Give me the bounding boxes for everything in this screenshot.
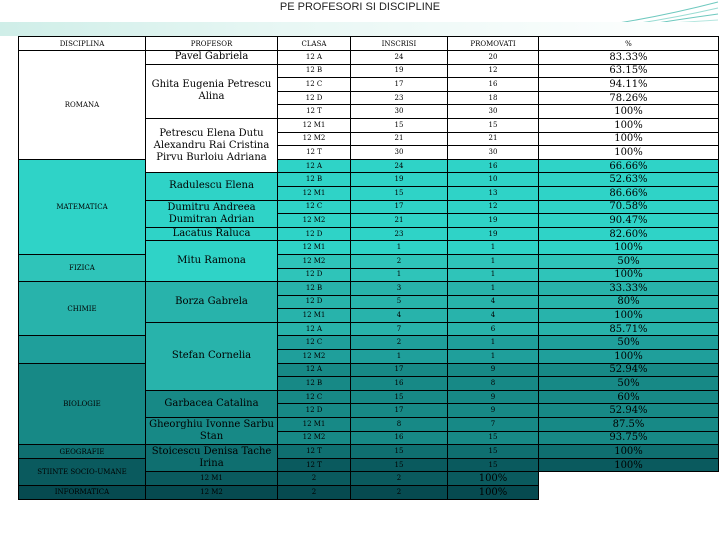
- class-cell: 12 A: [278, 322, 351, 336]
- header-stripe: [0, 22, 720, 36]
- professor-cell: Stefan Cornelia: [146, 322, 278, 390]
- enrolled-cell: 30: [351, 146, 448, 160]
- class-cell: 12 M2: [146, 486, 278, 500]
- passed-cell: 30: [448, 105, 539, 119]
- header-clasa: CLASA: [278, 37, 351, 51]
- class-cell: 12 M2: [278, 431, 351, 445]
- passed-cell: 20: [448, 51, 539, 65]
- percent-cell: 33.33%: [539, 282, 719, 296]
- header-inscrisi: INSCRISI: [351, 37, 448, 51]
- enrolled-cell: 3: [351, 282, 448, 296]
- table-row: [19, 445, 719, 459]
- header-promovati: PROMOVATI: [448, 37, 539, 51]
- class-cell: 12 M1: [278, 118, 351, 132]
- passed-cell: 9: [448, 390, 539, 404]
- class-cell: 12 B: [278, 377, 351, 391]
- enrolled-cell: 17: [351, 200, 448, 214]
- passed-cell: 6: [448, 322, 539, 336]
- percent-cell: 82.60%: [539, 227, 719, 241]
- professor-cell: Mitu Ramona: [146, 241, 278, 282]
- enrolled-cell: 15: [351, 445, 448, 459]
- class-cell: 12 M2: [278, 350, 351, 364]
- percent-cell: 83.33%: [539, 51, 719, 65]
- percent-cell: 50%: [539, 377, 719, 391]
- percent-cell: 52.63%: [539, 173, 719, 187]
- percent-cell: 100%: [539, 132, 719, 146]
- passed-cell: 7: [448, 418, 539, 432]
- table-row: [19, 363, 719, 377]
- class-cell: 12 M1: [278, 241, 351, 255]
- class-cell: 12 D: [278, 404, 351, 418]
- discipline-cell: CHIMIE: [19, 282, 146, 336]
- percent-cell: 52.94%: [539, 404, 719, 418]
- passed-cell: 1: [448, 350, 539, 364]
- passed-cell: 16: [448, 159, 539, 173]
- discipline-cell: [19, 336, 146, 363]
- percent-cell: 100%: [539, 105, 719, 119]
- table-body: [19, 51, 719, 500]
- enrolled-cell: 19: [351, 173, 448, 187]
- discipline-cell: BIOLOGIE: [19, 363, 146, 445]
- professor-cell: Pavel Gabriela: [146, 51, 278, 65]
- passed-cell: 12: [448, 64, 539, 78]
- class-cell: 12 A: [278, 159, 351, 173]
- header-percent: %: [539, 37, 719, 51]
- passed-cell: 1: [448, 336, 539, 350]
- percent-cell: 100%: [539, 241, 719, 255]
- header-disciplina: DISCIPLINA: [19, 37, 146, 51]
- table-row: [19, 336, 719, 350]
- enrolled-cell: 4: [351, 309, 448, 323]
- percent-cell: 100%: [539, 445, 719, 459]
- passed-cell: 1: [448, 268, 539, 282]
- enrolled-cell: 5: [351, 295, 448, 309]
- percent-cell: 90.47%: [539, 214, 719, 228]
- class-cell: 12 M1: [278, 186, 351, 200]
- class-cell: 12 T: [278, 458, 351, 472]
- results-table: [18, 36, 719, 500]
- passed-cell: 19: [448, 227, 539, 241]
- percent-cell: 50%: [539, 336, 719, 350]
- discipline-cell: ROMANA: [19, 51, 146, 160]
- discipline-cell: GEOGRAFIE: [19, 445, 146, 459]
- professor-cell: Borza Gabrela: [146, 282, 278, 323]
- percent-cell: 100%: [448, 472, 539, 486]
- percent-cell: 94.11%: [539, 78, 719, 92]
- enrolled-cell: 23: [351, 227, 448, 241]
- class-cell: 12 C: [278, 200, 351, 214]
- passed-cell: 4: [448, 309, 539, 323]
- class-cell: 12 A: [278, 363, 351, 377]
- enrolled-cell: 15: [351, 390, 448, 404]
- professor-cell: Stoicescu Denisa Tache Irina: [146, 445, 278, 472]
- percent-cell: 85.71%: [539, 322, 719, 336]
- percent-cell: 87.5%: [539, 418, 719, 432]
- passed-cell: 15: [448, 431, 539, 445]
- enrolled-cell: 2: [278, 472, 351, 486]
- class-cell: 12 M1: [146, 472, 278, 486]
- header-profesor: PROFESOR: [146, 37, 278, 51]
- page-title: PE PROFESORI SI DISCIPLINE: [279, 1, 441, 13]
- professor-cell: Gheorghiu Ivonne Sarbu Stan: [146, 418, 278, 445]
- passed-cell: 15: [448, 445, 539, 459]
- enrolled-cell: 24: [351, 159, 448, 173]
- header-row: [19, 37, 719, 51]
- passed-cell: 18: [448, 91, 539, 105]
- enrolled-cell: 15: [351, 118, 448, 132]
- enrolled-cell: 21: [351, 214, 448, 228]
- discipline-cell: STIINTE SOCIO-UMANE: [19, 458, 146, 485]
- professor-cell: Garbacea Catalina: [146, 390, 278, 417]
- class-cell: 12 C: [278, 336, 351, 350]
- class-cell: 12 M2: [278, 132, 351, 146]
- enrolled-cell: 2: [351, 336, 448, 350]
- percent-cell: 100%: [539, 118, 719, 132]
- class-cell: 12 B: [278, 173, 351, 187]
- class-cell: 12 C: [278, 78, 351, 92]
- percent-cell: 100%: [539, 268, 719, 282]
- class-cell: 12 T: [278, 105, 351, 119]
- discipline-cell: INFORMATICA: [19, 486, 146, 500]
- table-row: [19, 282, 719, 296]
- class-cell: 12 M2: [278, 214, 351, 228]
- enrolled-cell: 24: [351, 51, 448, 65]
- passed-cell: 1: [448, 254, 539, 268]
- percent-cell: 100%: [539, 458, 719, 472]
- passed-cell: 15: [448, 118, 539, 132]
- percent-cell: 100%: [539, 309, 719, 323]
- enrolled-cell: 17: [351, 78, 448, 92]
- enrolled-cell: 2: [351, 254, 448, 268]
- enrolled-cell: 21: [351, 132, 448, 146]
- class-cell: 12 A: [278, 51, 351, 65]
- class-cell: 12 D: [278, 295, 351, 309]
- class-cell: 12 M1: [278, 418, 351, 432]
- class-cell: 12 M1: [278, 309, 351, 323]
- percent-cell: 80%: [539, 295, 719, 309]
- discipline-cell: FIZICA: [19, 254, 146, 281]
- enrolled-cell: 2: [278, 486, 351, 500]
- passed-cell: 30: [448, 146, 539, 160]
- percent-cell: 78.26%: [539, 91, 719, 105]
- enrolled-cell: 30: [351, 105, 448, 119]
- enrolled-cell: 17: [351, 363, 448, 377]
- percent-cell: 66.66%: [539, 159, 719, 173]
- class-cell: 12 T: [278, 146, 351, 160]
- percent-cell: 100%: [539, 350, 719, 364]
- percent-cell: 86.66%: [539, 186, 719, 200]
- class-cell: 12 B: [278, 282, 351, 296]
- passed-cell: 13: [448, 186, 539, 200]
- class-cell: 12 D: [278, 227, 351, 241]
- professor-cell: Petrescu Elena Dutu Alexandru Rai Cristina Pirvu Burloiu Adriana: [146, 118, 278, 172]
- professor-cell: Ghita Eugenia Petrescu Alina: [146, 64, 278, 118]
- table-row: [19, 51, 719, 65]
- passed-cell: 1: [448, 241, 539, 255]
- percent-cell: 50%: [539, 254, 719, 268]
- discipline-cell: MATEMATICA: [19, 159, 146, 254]
- passed-cell: 4: [448, 295, 539, 309]
- enrolled-cell: 17: [351, 404, 448, 418]
- passed-cell: 2: [351, 472, 448, 486]
- enrolled-cell: 15: [351, 458, 448, 472]
- percent-cell: 100%: [448, 486, 539, 500]
- class-cell: 12 T: [278, 445, 351, 459]
- percent-cell: 70.58%: [539, 200, 719, 214]
- enrolled-cell: 19: [351, 64, 448, 78]
- table-row: [19, 458, 719, 472]
- class-cell: 12 D: [278, 268, 351, 282]
- professor-cell: Radulescu Elena: [146, 173, 278, 200]
- table-row: [19, 159, 719, 173]
- passed-cell: 12: [448, 200, 539, 214]
- percent-cell: 63.15%: [539, 64, 719, 78]
- passed-cell: 1: [448, 282, 539, 296]
- passed-cell: 9: [448, 363, 539, 377]
- passed-cell: 16: [448, 78, 539, 92]
- enrolled-cell: 8: [351, 418, 448, 432]
- table-row: [19, 486, 719, 500]
- enrolled-cell: 15: [351, 186, 448, 200]
- professor-cell: Lacatus Raluca: [146, 227, 278, 241]
- percent-cell: 93.75%: [539, 431, 719, 445]
- professor-cell: Dumitru Andreea Dumitran Adrian: [146, 200, 278, 227]
- passed-cell: 8: [448, 377, 539, 391]
- class-cell: 12 B: [278, 64, 351, 78]
- enrolled-cell: 1: [351, 268, 448, 282]
- percent-cell: 60%: [539, 390, 719, 404]
- passed-cell: 10: [448, 173, 539, 187]
- passed-cell: 21: [448, 132, 539, 146]
- percent-cell: 52.94%: [539, 363, 719, 377]
- passed-cell: 9: [448, 404, 539, 418]
- table-row: [19, 254, 719, 268]
- enrolled-cell: 16: [351, 377, 448, 391]
- class-cell: 12 D: [278, 91, 351, 105]
- enrolled-cell: 7: [351, 322, 448, 336]
- percent-cell: 100%: [539, 146, 719, 160]
- passed-cell: 2: [351, 486, 448, 500]
- class-cell: 12 M2: [278, 254, 351, 268]
- class-cell: 12 C: [278, 390, 351, 404]
- passed-cell: 15: [448, 458, 539, 472]
- enrolled-cell: 1: [351, 241, 448, 255]
- passed-cell: 19: [448, 214, 539, 228]
- enrolled-cell: 1: [351, 350, 448, 364]
- enrolled-cell: 23: [351, 91, 448, 105]
- enrolled-cell: 16: [351, 431, 448, 445]
